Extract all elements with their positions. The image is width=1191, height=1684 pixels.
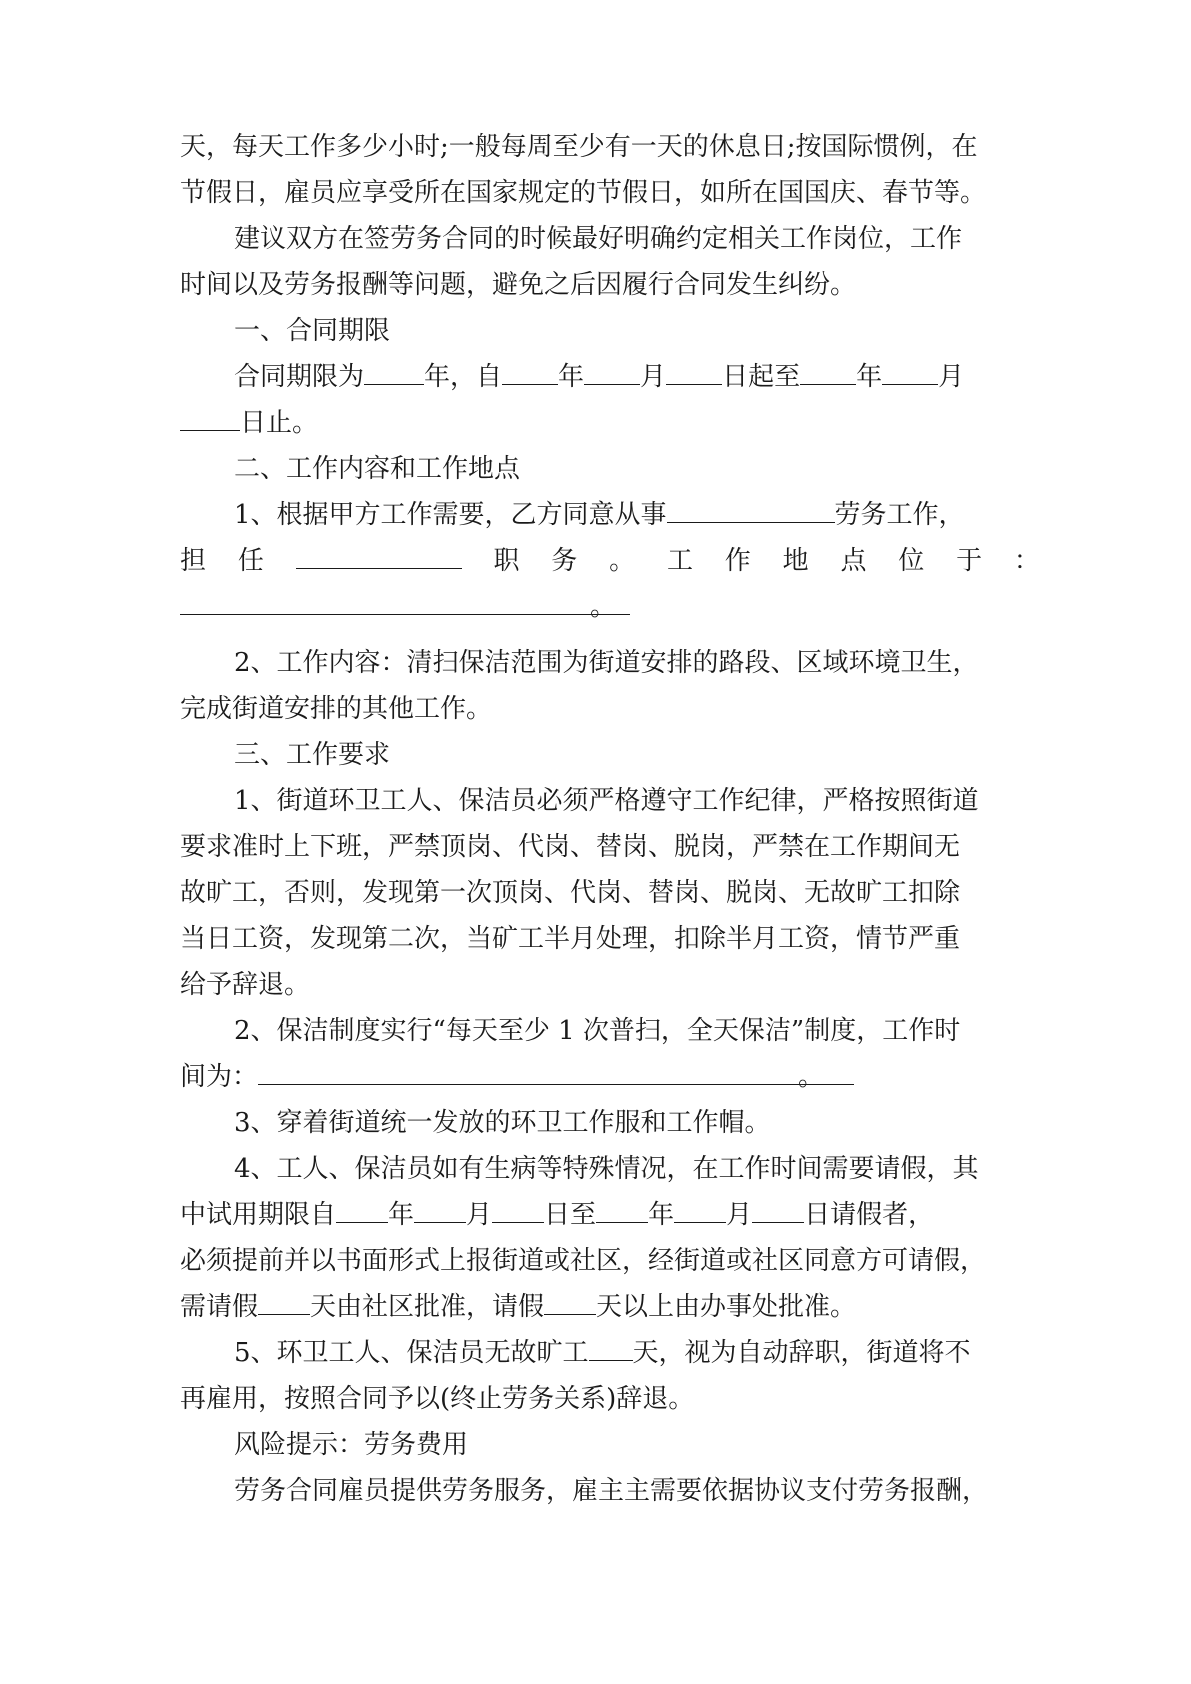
blank-field[interactable]	[882, 360, 938, 385]
text-line: 节假日，雇员应享受所在国家规定的节假日，如所在国国庆、春节等。	[180, 178, 987, 208]
blank-field[interactable]	[544, 1290, 596, 1315]
text: 年	[648, 1200, 675, 1230]
text: 日起至	[722, 362, 801, 392]
leave-approval-line	[180, 1290, 1040, 1324]
text-line: 给予辞退。	[180, 970, 311, 1000]
blank-field[interactable]	[336, 1198, 388, 1223]
text: 年	[388, 1200, 415, 1230]
text: 职	[493, 546, 520, 576]
blank-field[interactable]	[667, 498, 835, 523]
text-line: 再雇用，按照合同予以(终止劳务关系)辞退。	[180, 1384, 695, 1414]
text: 。	[590, 590, 630, 615]
text-line: 2、保洁制度实行“每天至少 1 次普扫，全天保洁”制度，工作时	[234, 1016, 961, 1046]
blank-field[interactable]	[180, 590, 590, 615]
blank-field[interactable]	[674, 1198, 726, 1223]
text: 月	[938, 362, 965, 392]
text-line: 天，每天工作多少小时;一般每周至少有一天的休息日;按国际惯例，在	[180, 132, 978, 162]
section-heading: 风险提示：劳务费用	[234, 1430, 469, 1460]
leave-date-line	[180, 1198, 1040, 1232]
text: 任	[237, 546, 264, 576]
absence-line	[234, 1336, 1040, 1370]
text: 日请假者，	[804, 1200, 935, 1230]
text: 。	[609, 546, 636, 576]
blank-field[interactable]	[258, 1060, 798, 1085]
section-heading: 二、工作内容和工作地点	[234, 454, 521, 484]
text: 位	[898, 546, 925, 576]
clause-line	[234, 498, 1040, 532]
text: 年，自	[424, 362, 503, 392]
blank-field[interactable]	[800, 360, 856, 385]
text: 月	[466, 1200, 493, 1230]
text-line: 4、工人、保洁员如有生病等特殊情况，在工作时间需要请假，其	[234, 1154, 979, 1184]
text: 天由社区批准，请假	[310, 1292, 545, 1322]
blank-field[interactable]	[589, 1336, 633, 1361]
blank-field[interactable]	[180, 406, 240, 431]
clause-line-3	[180, 590, 1040, 624]
text-line: 2、工作内容：清扫保洁范围为街道安排的路段、区域环境卫生，	[234, 648, 979, 678]
text-line: 完成街道安排的其他工作。	[180, 694, 493, 724]
section-heading: 三、工作要求	[234, 740, 391, 770]
text-line: 故旷工，否则，发现第一次顶岗、代岗、替岗、脱岗、无故旷工扣除	[180, 878, 961, 908]
text: 需请假	[180, 1292, 259, 1322]
text: 月	[726, 1200, 753, 1230]
text-line: 必须提前并以书面形式上报街道或社区，经街道或社区同意方可请假，	[180, 1246, 987, 1276]
text: 担	[180, 546, 207, 576]
blank-field[interactable]	[666, 360, 722, 385]
text: 月	[640, 362, 667, 392]
work-time-line	[180, 1060, 1040, 1094]
blank-field[interactable]	[502, 360, 558, 385]
text-line: 3、穿着街道统一发放的环卫工作服和工作帽。	[234, 1108, 771, 1138]
text: 5、环卫工人、保洁员无故旷工	[234, 1338, 589, 1368]
text-line: 建议双方在签劳务合同的时候最好明确约定相关工作岗位，工作	[234, 224, 963, 254]
text: 工	[666, 546, 693, 576]
text: 。	[798, 1060, 854, 1085]
text: 作	[724, 546, 751, 576]
blank-field[interactable]	[364, 360, 424, 385]
blank-field[interactable]	[258, 1290, 310, 1315]
blank-field[interactable]	[414, 1198, 466, 1223]
text: 间为：	[180, 1062, 259, 1092]
text: 劳务工作，	[834, 500, 965, 530]
text: 天以上由办事处批准。	[596, 1292, 857, 1322]
contract-term-line	[234, 360, 1040, 394]
text: 日至	[544, 1200, 597, 1230]
text: 年	[856, 362, 883, 392]
clause-line-spread	[180, 544, 1040, 578]
text-line: 当日工资，发现第二次，当矿工半月处理，扣除半月工资，情节严重	[180, 924, 961, 954]
blank-field[interactable]	[296, 544, 462, 569]
blank-field[interactable]	[596, 1198, 648, 1223]
contract-term-line-2	[180, 406, 1040, 440]
text: 于	[956, 546, 983, 576]
text: ：	[1013, 546, 1040, 576]
section-heading: 一、合同期限	[234, 316, 391, 346]
text: 1、根据甲方工作需要，乙方同意从事	[234, 500, 667, 530]
text-line: 时间以及劳务报酬等问题，避免之后因履行合同发生纠纷。	[180, 270, 857, 300]
text: 天，视为自动辞职，街道将不	[632, 1338, 971, 1368]
text: 务	[551, 546, 578, 576]
text: 年	[558, 362, 585, 392]
text: 中试用期限自	[180, 1200, 337, 1230]
text: 合同期限为	[234, 362, 365, 392]
text: 地	[782, 546, 809, 576]
blank-field[interactable]	[584, 360, 640, 385]
text-line: 要求准时上下班，严禁顶岗、代岗、替岗、脱岗，严禁在工作期间无	[180, 832, 961, 862]
text: 日止。	[240, 408, 319, 438]
blank-field[interactable]	[752, 1198, 804, 1223]
text-line: 1、街道环卫工人、保洁员必须严格遵守工作纪律，严格按照街道	[234, 786, 979, 816]
text: 点	[840, 546, 867, 576]
text-line: 劳务合同雇员提供劳务服务，雇主主需要依据协议支付劳务报酬，	[234, 1476, 989, 1506]
blank-field[interactable]	[492, 1198, 544, 1223]
